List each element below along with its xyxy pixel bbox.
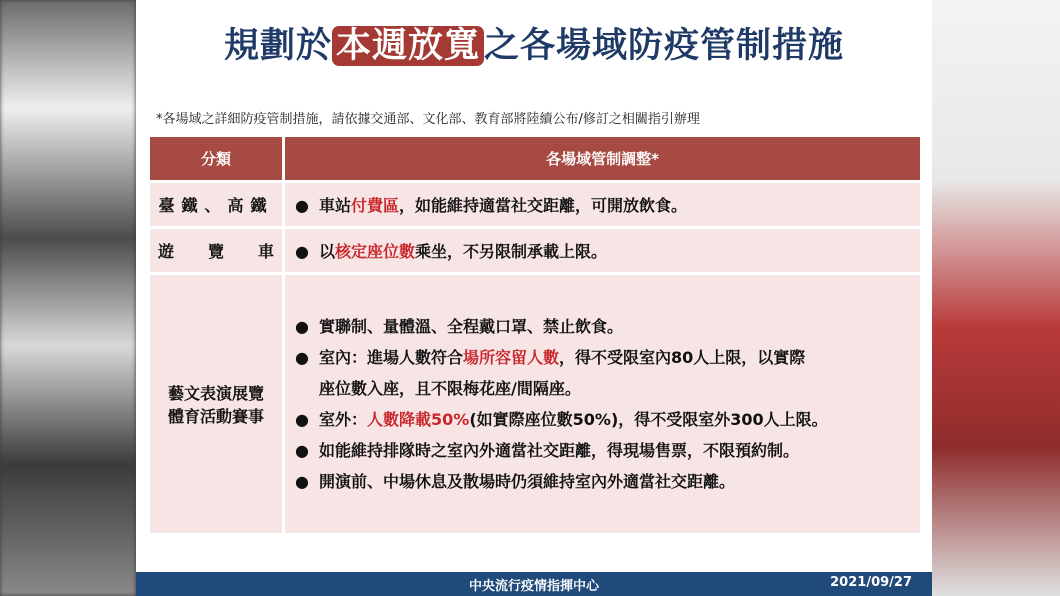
- bullet-icon: ●: [295, 242, 309, 261]
- row-measures: [285, 229, 920, 272]
- item-text: 如能維持排隊時之室內外適當社交距離，得現場售票，不限預約制。: [319, 441, 800, 460]
- row-category-label: 臺鐵、高鐵: [158, 196, 274, 215]
- title-highlight: 本週放寬: [332, 26, 484, 66]
- item-text: 車站: [319, 196, 352, 215]
- item-text: ，得不受限室內80人上限，以實際: [559, 348, 806, 367]
- page-title: [136, 18, 932, 68]
- row-category-line: 藝文表演展覽: [167, 384, 264, 403]
- row-category: [150, 275, 285, 533]
- table-row: [150, 183, 920, 226]
- list-item-continuation: [295, 373, 920, 404]
- list-item: [295, 466, 920, 497]
- footer-organization: 中央流行疫情指揮中心: [468, 579, 599, 594]
- row-category-label: [150, 239, 282, 262]
- item-text: (如實際座位數50%)，得不受限室外300人上限。: [469, 410, 828, 429]
- footer-bar: [136, 572, 932, 596]
- row-measures: [285, 275, 920, 533]
- row-category: [150, 229, 285, 272]
- item-text: 以: [319, 242, 336, 261]
- item-text: 實聯制、量體溫、全程戴口罩、禁止飲食。: [319, 317, 624, 336]
- list-item: [295, 342, 920, 373]
- list-item: [295, 435, 920, 466]
- table-row: [150, 275, 920, 533]
- item-text: ，如能維持適當社交距離，可開放飲食。: [399, 196, 688, 215]
- bullet-icon: ●: [295, 441, 309, 460]
- list-item: [285, 193, 920, 216]
- bullet-icon: ●: [295, 348, 309, 367]
- header-category: 分類: [150, 137, 285, 180]
- category-char: 車: [257, 242, 274, 261]
- category-char: 覽: [207, 242, 224, 261]
- table-header-row: [150, 137, 920, 180]
- item-text: 開演前、中場休息及散場時仍須維持室內外適當社交距離。: [319, 472, 736, 491]
- footnote: *各場域之詳細防疫管制措施，請依據交通部、文化部、教育部將陸續公布/修訂之相關指引辦理: [156, 112, 700, 127]
- item-emphasis: 付費區: [351, 196, 400, 215]
- bullet-icon: ●: [295, 317, 309, 336]
- bullet-icon: ●: [295, 410, 309, 429]
- footer-date: 2021/09/27: [830, 575, 912, 590]
- row-category-line: 體育活動賽事: [167, 407, 264, 426]
- item-emphasis: 人數降載50%: [367, 410, 470, 429]
- item-text: 室外：: [319, 410, 368, 429]
- category-char: 遊: [158, 242, 175, 261]
- background-right-blur: [932, 0, 1060, 596]
- bullet-icon: ●: [295, 196, 309, 215]
- row-category: [150, 183, 285, 226]
- title-prefix: 規劃於: [223, 26, 332, 66]
- list-item: [295, 311, 920, 342]
- background-left-blur: [0, 0, 136, 596]
- list-item: [285, 239, 920, 262]
- item-text: 室內：進場人數符合: [319, 348, 464, 367]
- item-text: 乘坐，不另限制承載上限。: [415, 242, 608, 261]
- measures-list: [285, 311, 920, 497]
- header-measures: 各場域管制調整*: [285, 137, 920, 180]
- title-suffix: 之各場域防疫管制措施: [484, 26, 845, 66]
- bullet-icon: ●: [295, 472, 309, 491]
- row-measures: [285, 183, 920, 226]
- item-emphasis: 核定座位數: [335, 242, 416, 261]
- table-row: [150, 229, 920, 272]
- measures-table: [150, 134, 920, 536]
- announcement-slide: [136, 0, 932, 596]
- list-item: [295, 404, 920, 435]
- item-text: 座位數入座，且不限梅花座/間隔座。: [319, 379, 581, 398]
- item-emphasis: 場所容留人數: [463, 348, 560, 367]
